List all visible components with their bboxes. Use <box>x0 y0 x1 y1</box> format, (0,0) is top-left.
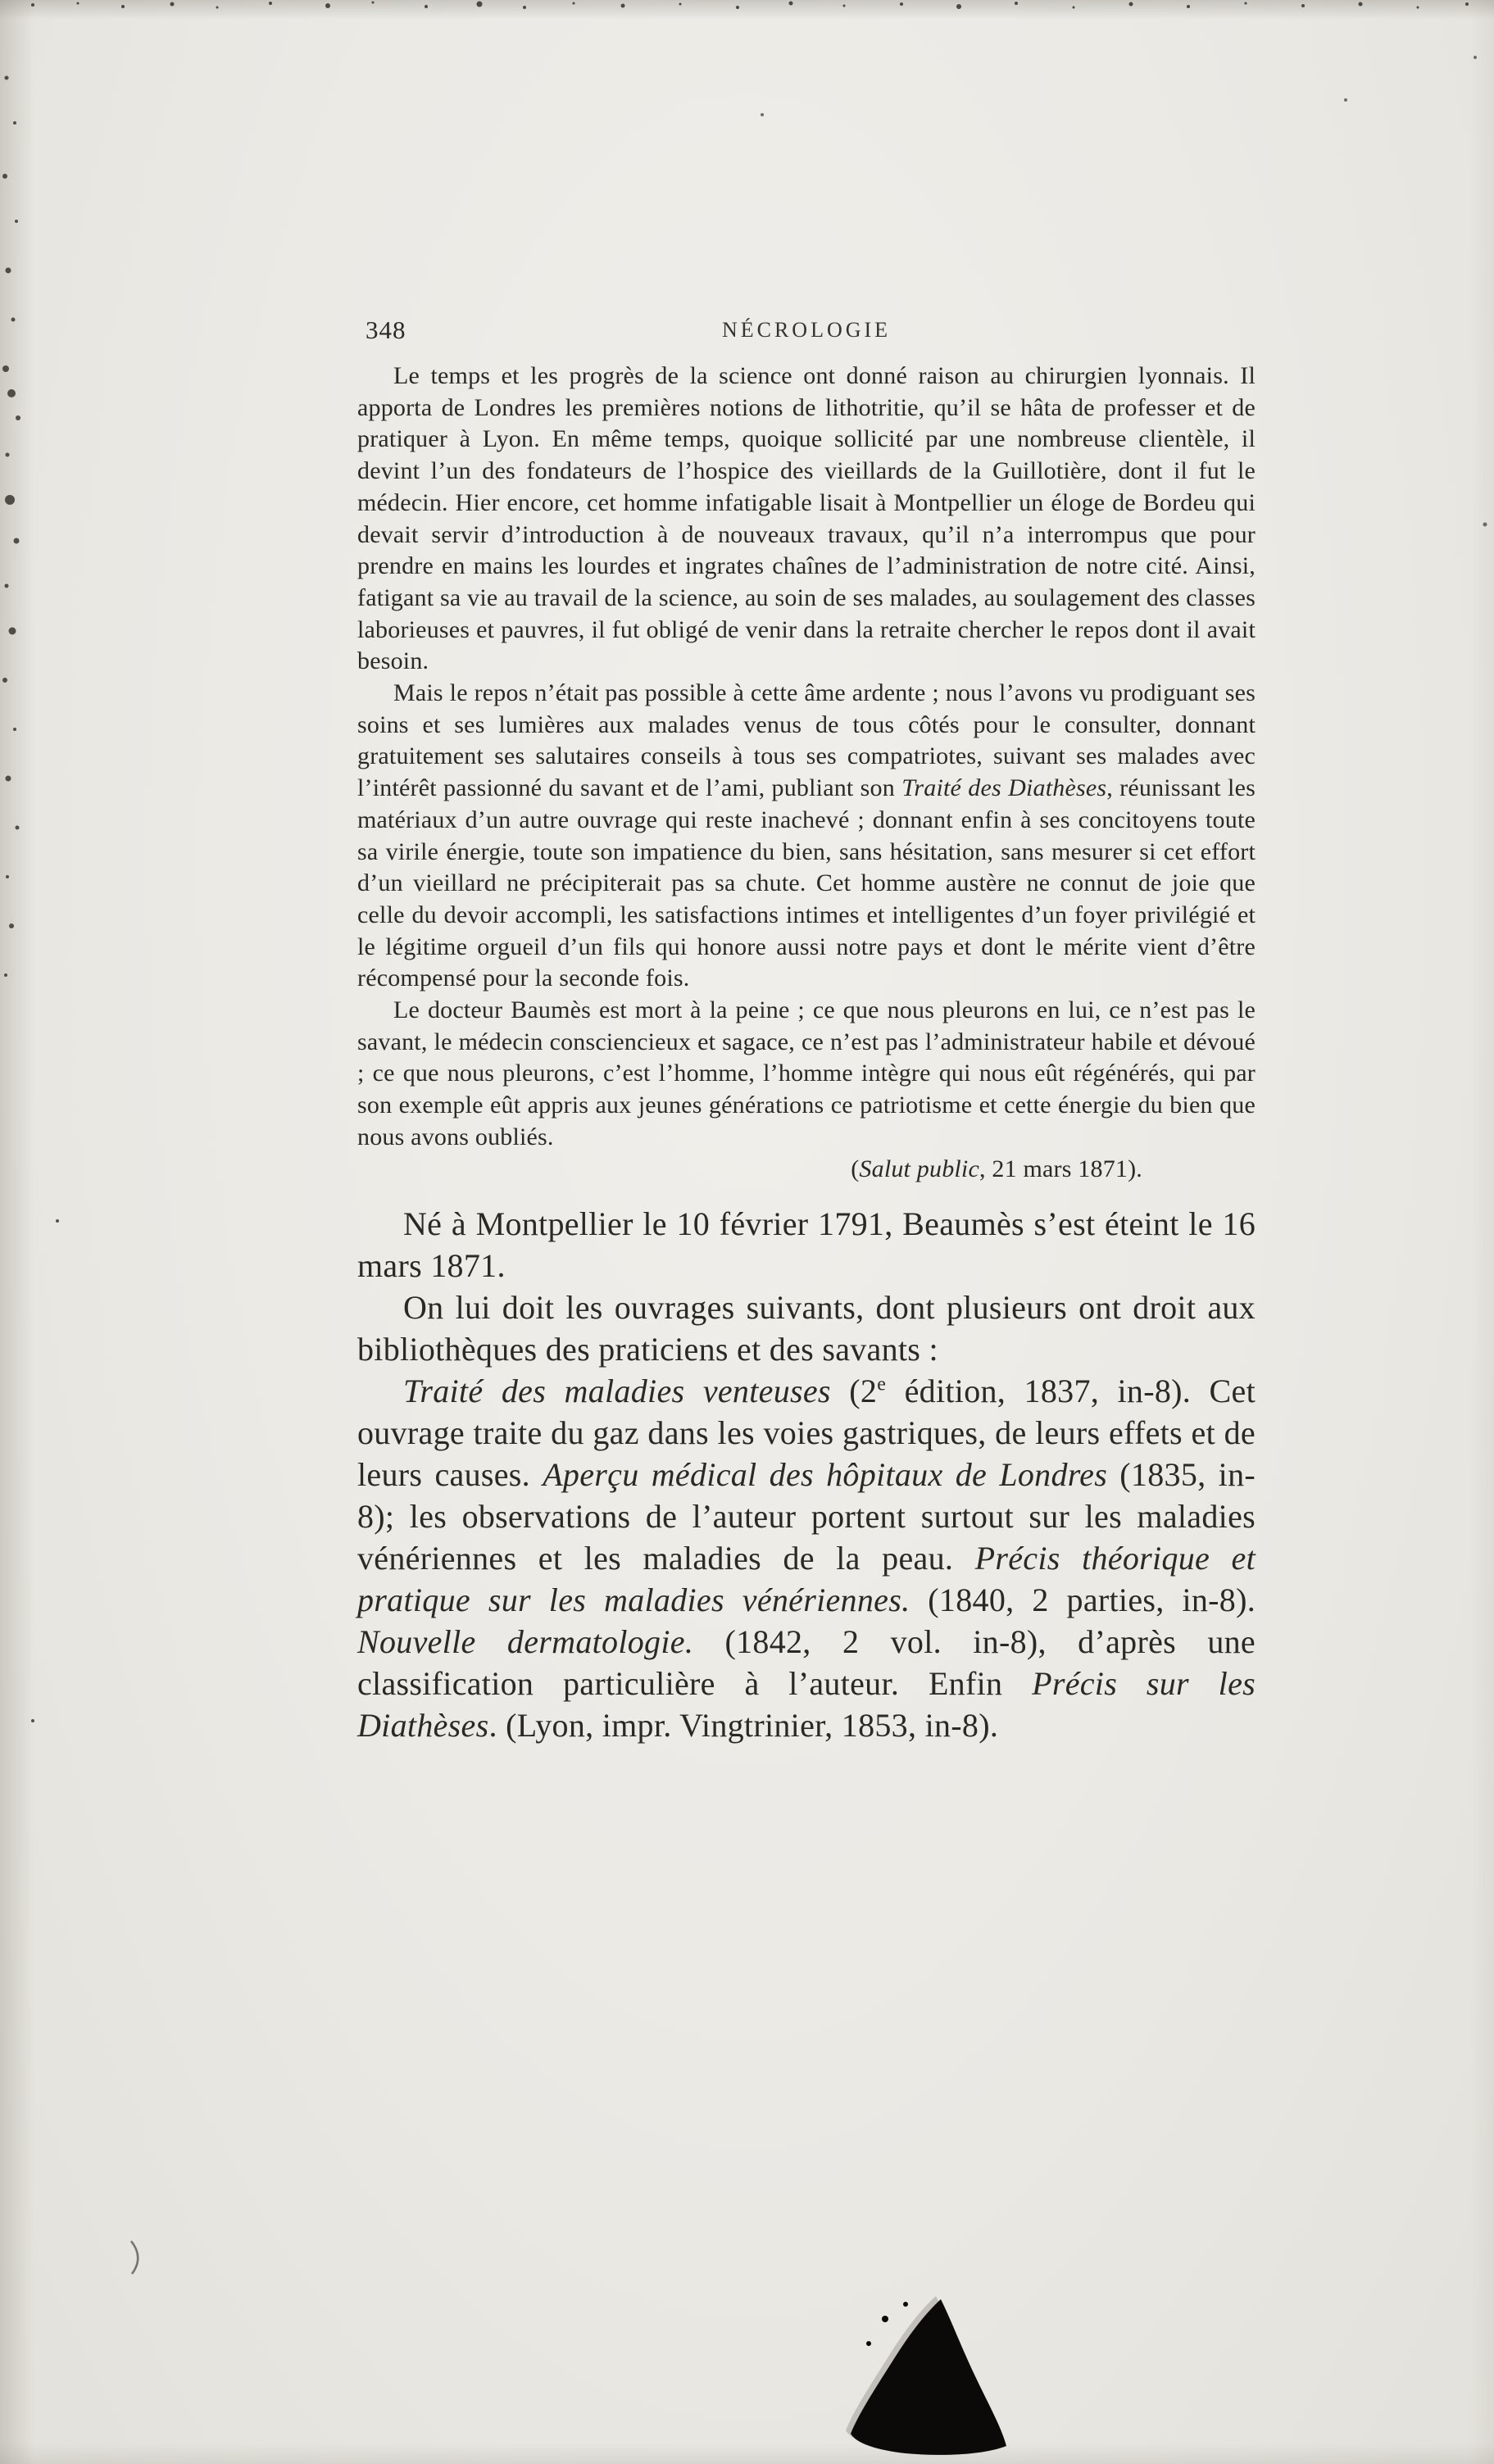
ink-blot <box>846 2296 1006 2455</box>
stray-parenthesis-mark <box>131 2241 138 2274</box>
text-column <box>357 361 1256 1746</box>
paragraph: Né à Montpellier le 10 février 1791, Beaumès s’est éteint le 16 mars 1871. <box>357 1205 1256 1285</box>
paragraph: Traité des maladies venteuses (2e édition, 1837, in-8). Cet ouvrage traite du gaz dans les voies gastriques, de leurs effets et de leurs causes. Aperçu médical des hôpitaux de Londres (1835, in-8); les observations de l’auteur portent surtout sur les maladies vénériennes et les maladies de la peau. Précis théorique et pratique sur les maladies vénériennes. (1840, 2 parties, in-8). Nouvelle dermatologie. (1842, 2 vol. in-8), d’après une classification particulière à l’auteur. Enfin Précis sur les Diathèses. (Lyon, impr. Vingtrinier, 1853, in-8). <box>357 1373 1256 1745</box>
paragraph: Mais le repos n’était pas possible à cette âme ardente ; nous l’avons vu prodiguant ses soins et ses lumières aux malades venus de tous côtés pour le consulter, donnant gratuitement ses salutaires conseils à tous ses compatriotes, suivant ses malades avec l’intérêt passionné du savant et de l’ami, publiant son Traité des Diathèses, réunissant les matériaux d’un autre ouvrage qui reste inachevé ; donnant enfin à ses concitoyens toute sa virile énergie, toute son impatience du bien, sans hésitation, sans mesurer si cet effort d’un vieillard ne précipiterait pas sa chute. Cet homme austère ne connut de joie que celle du devoir accompli, les satisfactions intimes et intelligentes d’un foyer privilégié et le légitime orgueil d’un fils qui honore aussi notre pays et dont le mérite vient d’être récompensé pour la seconde fois. <box>357 679 1256 992</box>
page-header <box>357 314 1256 347</box>
page-number: 348 <box>366 315 406 344</box>
left-edge-speckles <box>2 76 59 1723</box>
paragraph: On lui doit les ouvrages suivants, dont plusieurs ont droit aux bibliothèques des praticiens et des savants : <box>357 1289 1256 1368</box>
paragraph: Le temps et les progrès de la science ont donné raison au chirurgien lyonnais. Il apporta de Londres les premières notions de lithotritie, qu’il se hâta de professer et de pratiquer à Lyon. En même temps, quoique sollicité par une nombreuse clientèle, il devint l’un des fondateurs de l’hospice des vieillards de la Guillotière, dont il fut le médecin. Hier encore, cet homme infatigable lisait à Montpellier un éloge de Bordeu qui devait servir d’introduction à de nouveaux travaux, qu’il n’a interrompus que pour prendre en mains les lourdes et ingrates chaînes de l’administration de notre cité. Ainsi, fatigant sa vie au travail de la science, au soin de ses malades, au soulagement des classes laborieuses et pauvres, il fut obligé de venir dans la retraite chercher le repos dont il avait besoin. <box>357 362 1256 675</box>
running-header: NÉCROLOGIE <box>721 318 892 342</box>
paragraph: Le docteur Baumès est mort à la peine ; ce que nous pleurons en lui, ce n’est pas le savant, le médecin consciencieux et sagace, ce n’est pas l’administrateur habile et dévoué ; ce que nous pleurons, c’est l’homme, l’homme intègre qui nous eût régénérés, qui par son exemple eût appris aux jeunes générations ce patriotisme et cette énergie du bien que nous avons oubliés. <box>357 996 1256 1150</box>
attribution-line: (Salut public, 21 mars 1871). <box>851 1155 1142 1182</box>
top-edge-speckles <box>31 2 1469 10</box>
